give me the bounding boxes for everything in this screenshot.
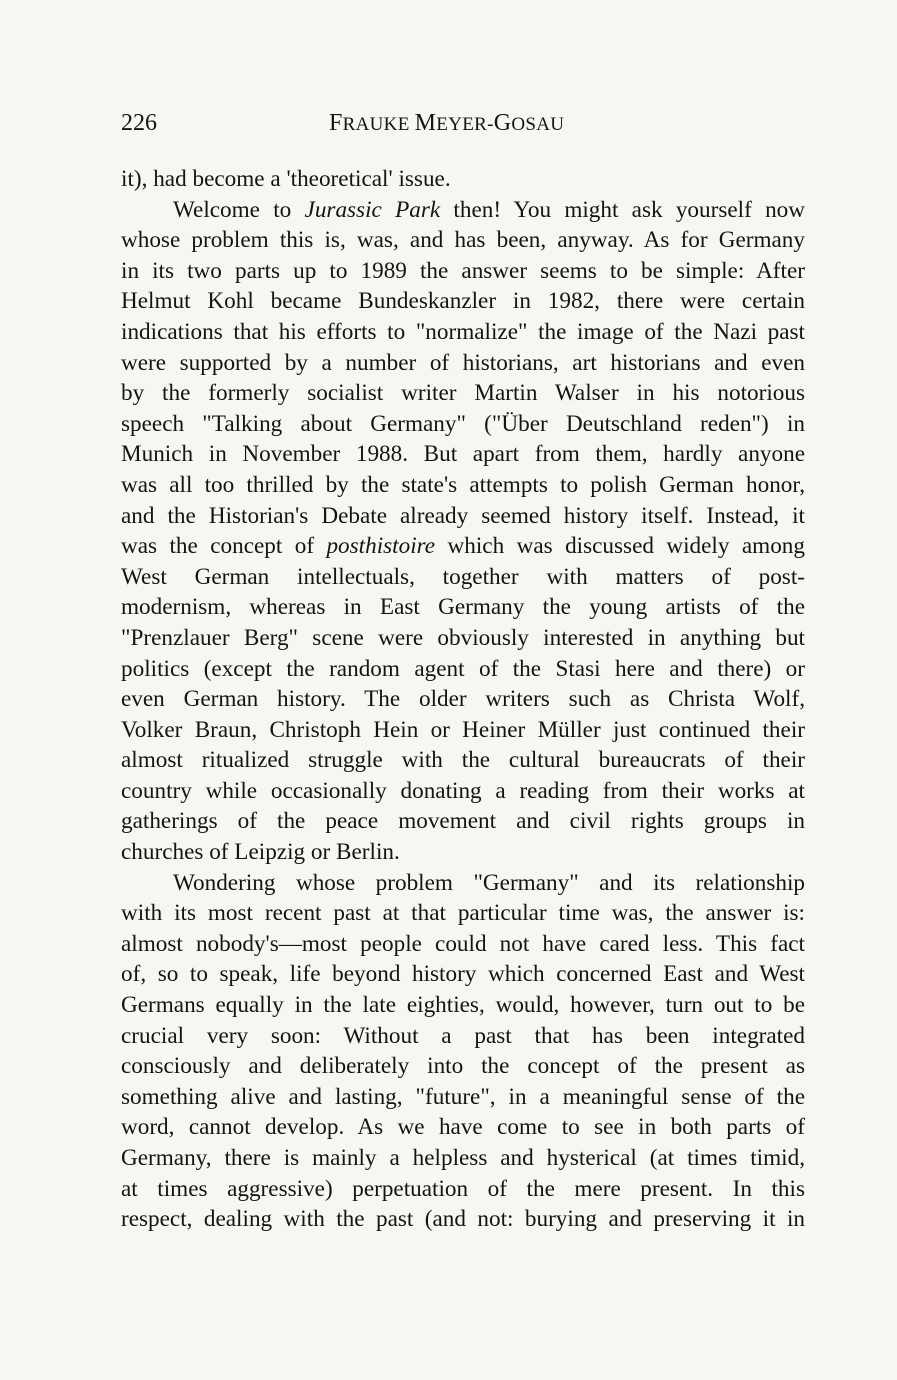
text-line: of, so to speak, life beyond history which concerned East and West	[121, 961, 805, 988]
text-line: was the concept of posthistoire which was discussed widely among	[121, 533, 805, 560]
text-line: it), had become a 'theoretical' issue.	[121, 166, 451, 192]
text-line: politics (except the random agent of the Stasi here and there) or	[121, 655, 805, 682]
text-line: Germany, there is mainly a helpless and hysterical (at times timid,	[121, 1145, 805, 1171]
text-line: Germans equally in the late eighties, would, however, turn out to be	[121, 992, 805, 1019]
text-line: almost ritualized struggle with the cultural bureaucrats of their	[121, 747, 805, 774]
text-line: even German history. The older writers such as Christa Wolf,	[121, 686, 805, 713]
italic-title: Jurassic Park	[304, 196, 441, 223]
text-line: by the formerly socialist writer Martin Walser in his notorious	[121, 380, 805, 407]
text-line: Helmut Kohl became Bundeskanzler in 1982, there were certain	[121, 288, 805, 315]
text-line: with its most recent past at that particular time was, the answer is:	[121, 900, 805, 927]
running-head-author: FRAUKE MEYER-GOSAU	[329, 110, 565, 136]
text-line: whose problem this is, was, and has been, anyway. As for Germany	[121, 227, 805, 254]
italic-term: posthistoire	[326, 533, 436, 560]
text-line: "Prenzlauer Berg" scene were obviously interested in anything but	[121, 624, 805, 651]
text-line: indications that his efforts to "normalize" the image of the Nazi past	[121, 318, 805, 345]
text-line: was all too thrilled by the state's attempts to polish German honor,	[121, 471, 805, 498]
text-line: crucial very soon: Without a past that has been integrated	[121, 1022, 805, 1049]
text-line: modernism, whereas in East Germany the young artists of the	[121, 594, 805, 621]
text-line: in its two parts up to 1989 the answer seems to be simple: After	[121, 257, 805, 284]
text-line: respect, dealing with the past (and not: burying and preserving it in	[121, 1206, 805, 1233]
text-line: churches of Leipzig or Berlin.	[121, 839, 400, 866]
text-line: consciously and deliberately into the concept of the present as	[121, 1053, 805, 1080]
text-line: West German intellectuals, together with matters of post-	[121, 563, 805, 590]
text-line: Volker Braun, Christoph Hein or Heiner Müller just continued their	[121, 716, 805, 743]
text-line: and the Historian's Debate already seemed history itself. Instead, it	[121, 502, 805, 529]
text-line: Munich in November 1988. But apart from them, hardly anyone	[121, 441, 805, 468]
text-line: word, cannot develop. As we have come to see in both parts of	[121, 1114, 805, 1141]
page-header	[121, 110, 811, 142]
text-line: gatherings of the peace movement and civil rights groups in	[121, 808, 805, 835]
text-line: speech "Talking about Germany" ("Über Deutschland reden") in	[121, 410, 805, 437]
body-text	[121, 164, 805, 1235]
text-line: almost nobody's—most people could not have cared less. This fact	[121, 930, 805, 957]
text-line: Welcome to Jurassic Park then! You might ask yourself now	[173, 196, 806, 223]
text-line: country while occasionally donating a reading from their works at	[121, 777, 805, 804]
text-line: something alive and lasting, "future", in a meaningful sense of the	[121, 1083, 805, 1110]
text-line: were supported by a number of historians, art historians and even	[121, 349, 805, 376]
text-line: Wondering whose problem "Germany" and its relationship	[173, 869, 805, 896]
page-number: 226	[121, 110, 157, 136]
text-line: at times aggressive) perpetuation of the mere present. In this	[121, 1175, 805, 1202]
